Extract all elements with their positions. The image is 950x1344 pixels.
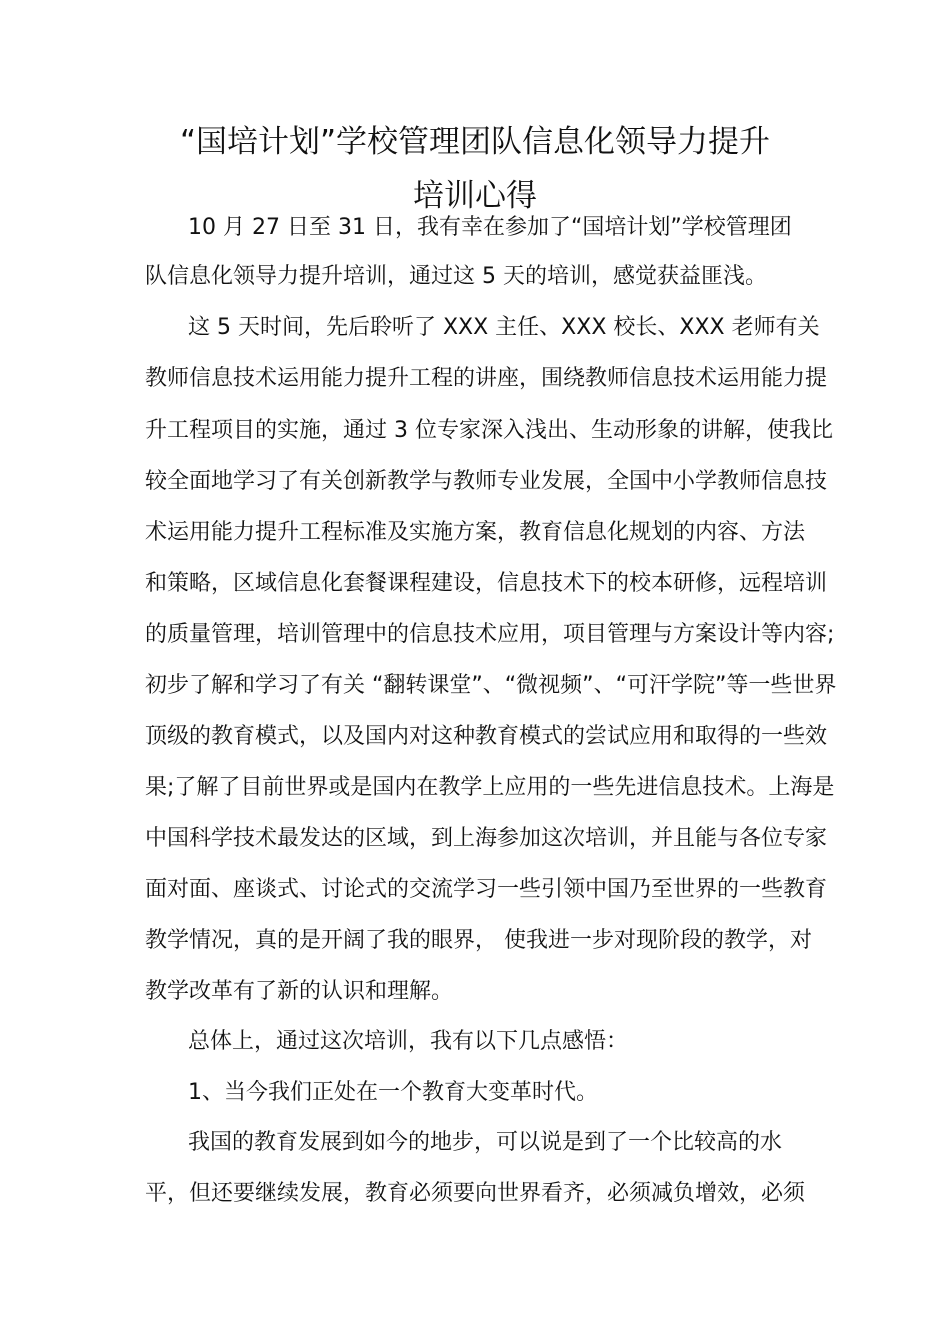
body-line: 和策略，区域信息化套餐课程建设，信息技术下的校本研修，远程培训 — [145, 571, 828, 596]
body-line: 顶级的教育模式，以及国内对这种教育模式的尝试应用和取得的一些效 — [145, 724, 828, 749]
title-line-1: “国培计划”学校管理团队信息化领导力提升 — [179, 124, 771, 160]
body-line: 较全面地学习了有关创新教学与教师专业发展，全国中小学教师信息技 — [145, 469, 828, 494]
body-line: 的质量管理，培训管理中的信息技术应用，项目管理与方案设计等内容; — [145, 622, 835, 647]
body-line: 我国的教育发展到如今的地步，可以说是到了一个比较高的水 — [188, 1130, 783, 1155]
document-title — [130, 115, 820, 223]
body-line: 教学改革有了新的认识和理解。 — [145, 979, 454, 1004]
body-line: 10 月 27 日至 31 日，我有幸在参加了“国培计划”学校管理团 — [188, 215, 792, 240]
body-line: 教师信息技术运用能力提升工程的讲座，围绕教师信息技术运用能力提 — [145, 366, 828, 391]
body-line: 总体上，通过这次培训，我有以下几点感悟： — [188, 1029, 629, 1054]
body-line: 初步了解和学习了有关 “翻转课堂”、“微视频”、“可汗学院”等一些世界 — [145, 673, 837, 698]
body-line: 中国科学技术最发达的区域，到上海参加这次培训，并且能与各位专家 — [145, 826, 828, 851]
body-line: 队信息化领导力提升培训，通过这 5 天的培训，感觉获益匪浅。 — [145, 264, 767, 289]
body-line: 果;了解了目前世界或是国内在教学上应用的一些先进信息技术。上海是 — [145, 775, 835, 800]
body-line: 平，但还要继续发展，教育必须要向世界看齐，必须减负增效，必须 — [145, 1181, 806, 1206]
body-line: 这 5 天时间，先后聆听了 XXX 主任、XXX 校长、XXX 老师有关 — [188, 315, 820, 340]
body-line: 1、当今我们正处在一个教育大变革时代。 — [188, 1080, 598, 1105]
body-line: 教学情况，真的是开阔了我的眼界， 使我进一步对现阶段的教学，对 — [145, 928, 812, 953]
body-line: 升工程项目的实施，通过 3 位专家深入浅出、生动形象的讲解，使我比 — [145, 418, 833, 443]
body-line: 术运用能力提升工程标准及实施方案，教育信息化规划的内容、方法 — [145, 520, 806, 545]
title-line-2: 培训心得 — [413, 178, 537, 214]
body-line: 面对面、座谈式、讨论式的交流学习一些引领中国乃至世界的一些教育 — [145, 877, 828, 902]
